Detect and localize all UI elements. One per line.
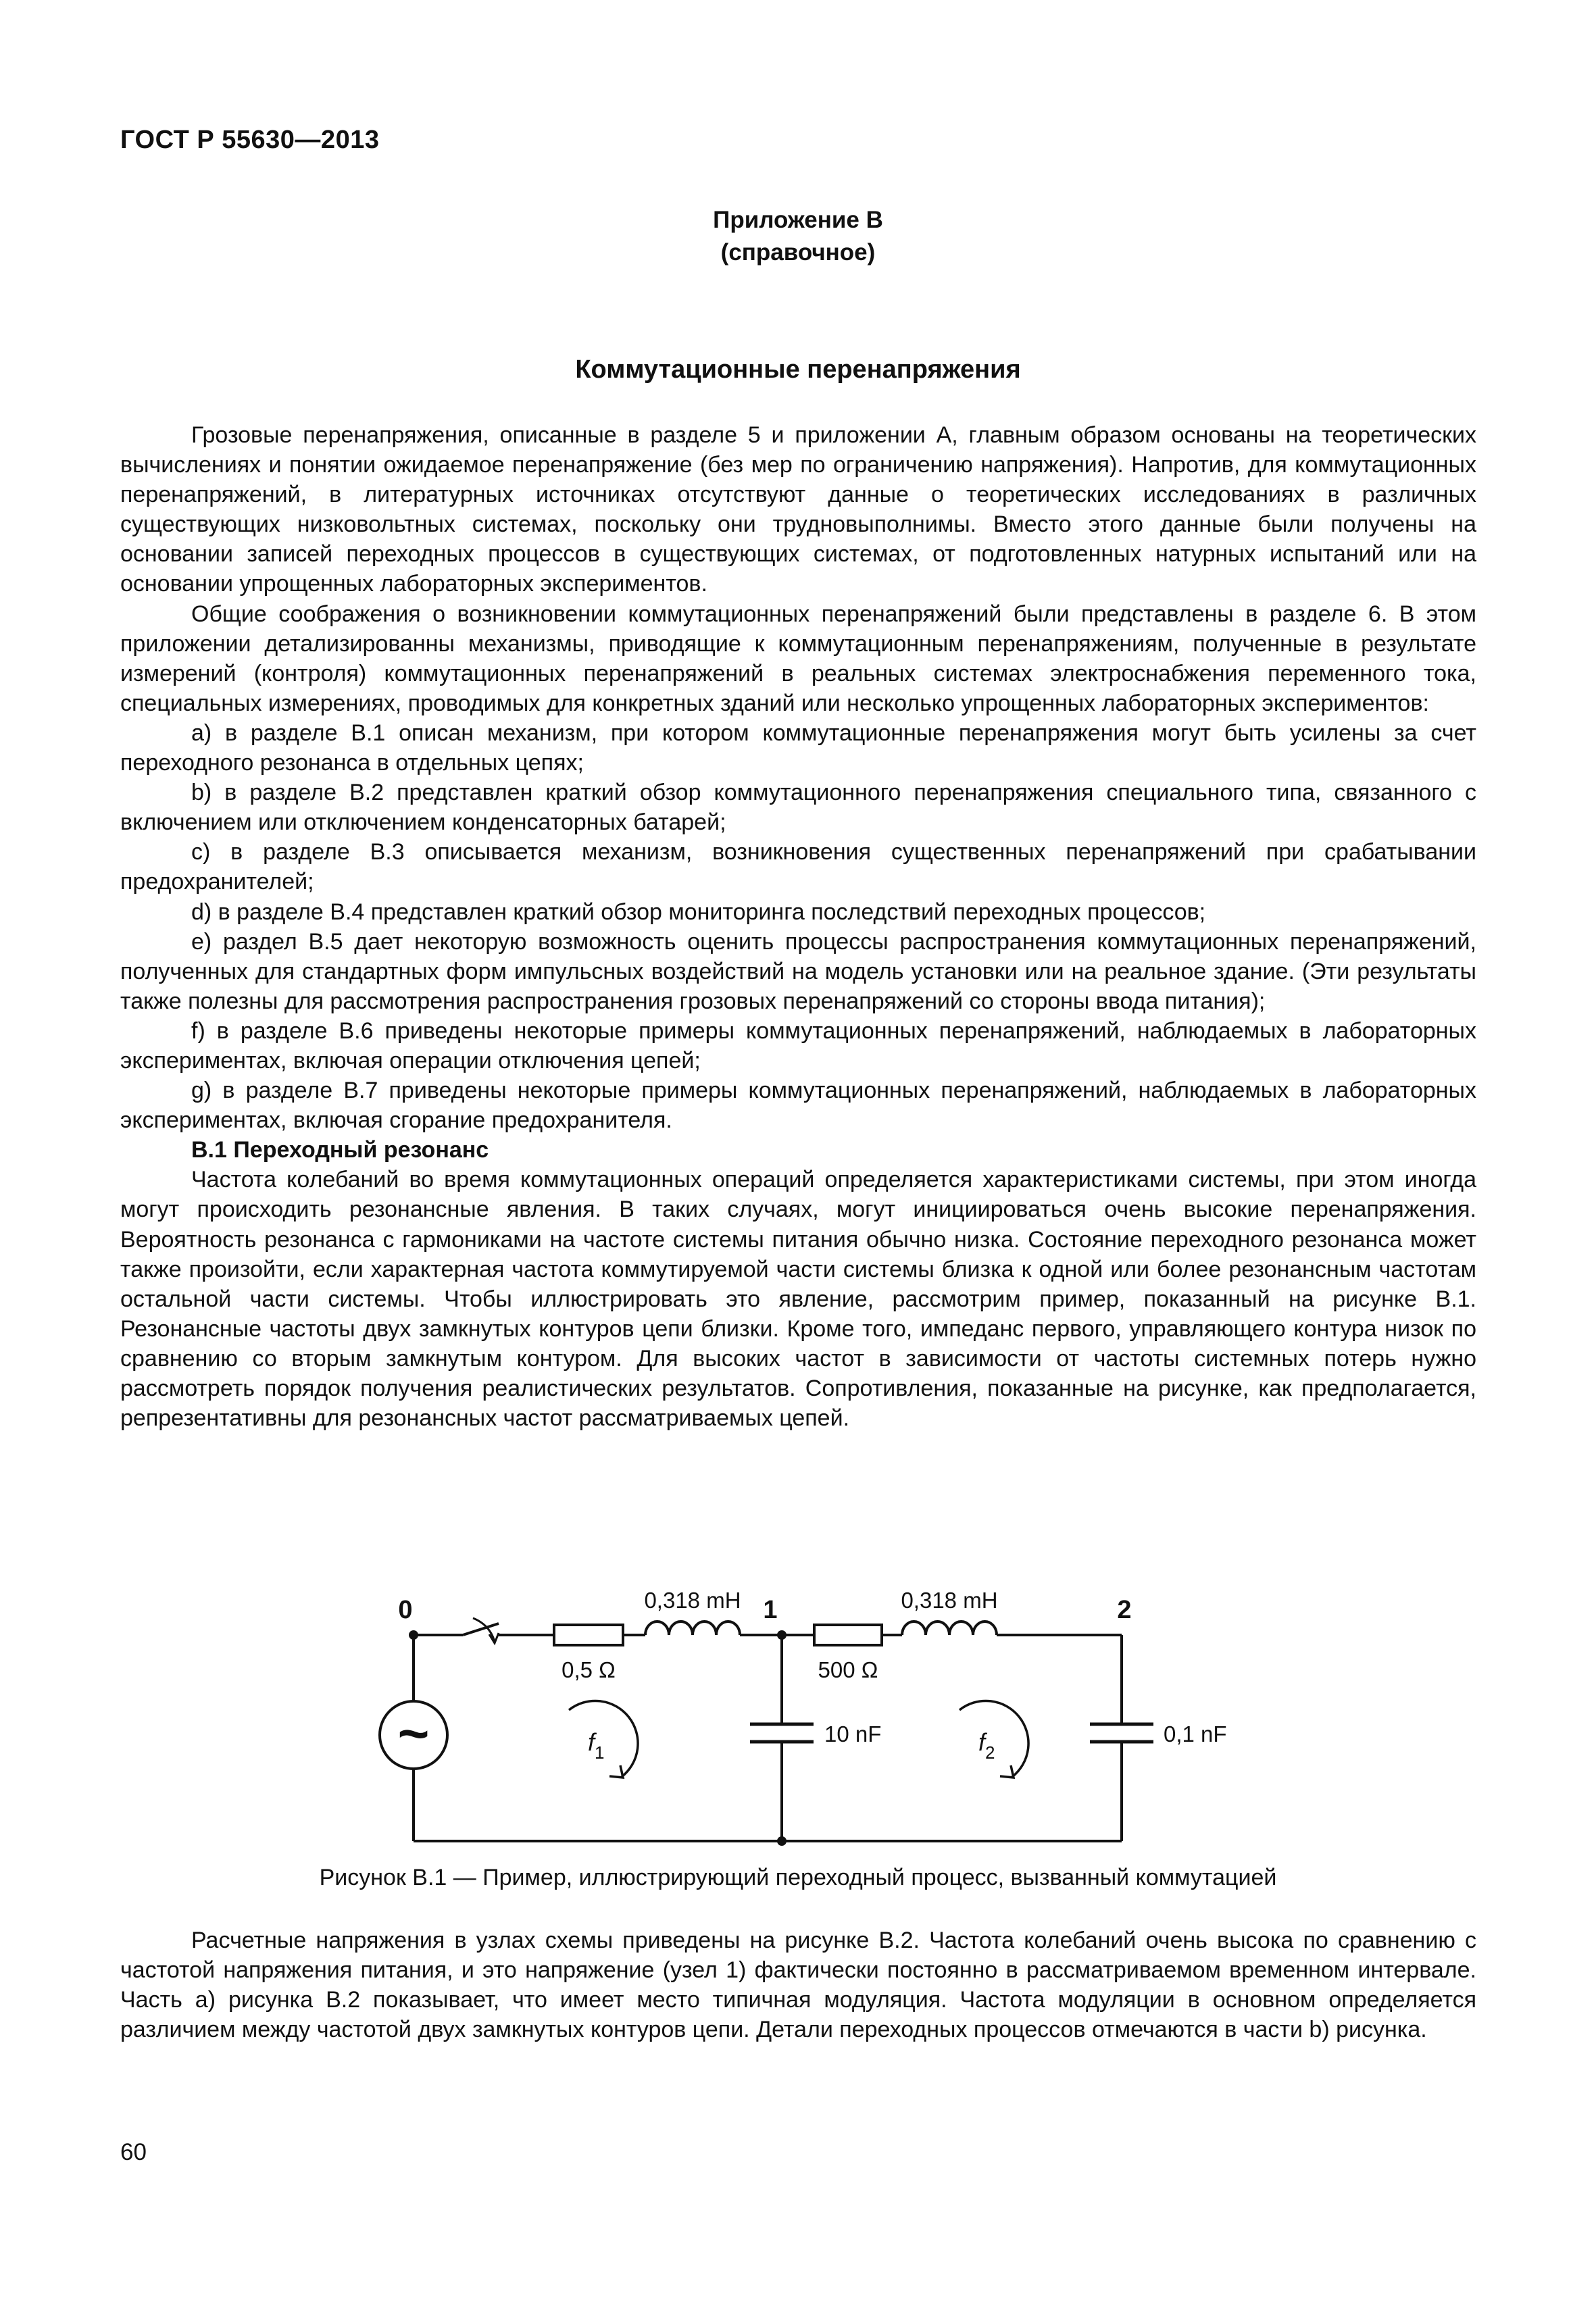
subsection-text: Частота колебаний во время коммутационных операций определяется характеристиками системы, при этом иногда могут происходить резонансные явления. В таких случаях, могут инициироваться очень высокие перенапряжения. Вероятность резонанса с гармониками на частоте системы питания обычно низка. Состояние переходного резонанса может также произойти, если характерная частота коммутируемой части системы близка к одной или более резонансным частотам остальной части системы. Чтобы иллюстрировать это явление, рассмотрим пример, показанный на рисунке В.1. Резонансные частоты двух замкнутых контуров цепи близки. Кроме того, импеданс первого, управляющего контура низок по сравнению со вторым замкнутым контуром. Для высоких частот в зависимости от частоты системных потерь нужно рассмотреть порядок получения реалистических результатов. Сопротивления, показанные на рисунке, как предполагается, репрезентативны для резонансных частот рассматриваемых цепей. [120,1167,1476,1432]
figure-caption: Рисунок В.1 — Пример, иллюстрирующий переходный процесс, вызванный коммутацией [319,1865,1277,1890]
resistor-r2 [814,1625,882,1645]
list-item-e: e) раздел В.5 дает некоторую возможность оценить процессы распространения коммутационных перенапряжений, полученных для стандартных форм импульсных воздействий на модель установки или на реальное здание. (Эти результаты также полезны для рассмотрения распространения грозовых перенапряжений со стороны ввода питания); [120,928,1476,1014]
capacitor-c2 [1090,1724,1153,1742]
annex-title: Приложение В [713,207,883,233]
capacitor-c1-label: 10 nF [824,1721,882,1746]
paragraph-intro: Грозовые перенапряжения, описанные в разделе 5 и приложении А, главным образом основаны на теоретических вычислениях и понятии ожидаемое перенапряжение (без мер по ограничению напряжения). Напротив, для коммутационных перенапряжений, в литературных источниках отсутствуют данные о теоретических исследованиях в различных существующих низковольтных системах, поскольку они трудновыполнимы. Вместо этого данные были получены на основании записей переходных процессов в существующих системах, от подготовленных натурных испытаний или на основании упрощенных лабораторных экспериментов. [120,422,1476,597]
annex-body [120,420,1476,1433]
list-item-d: d) в разделе В.4 представлен краткий обзор мониторинга последствий переходных процессов; [191,899,1206,925]
list-item-g: g) в разделе В.7 приведены некоторые примеры коммутационных перенапряжений, наблюдаемых в лабораторных экспериментах, включая сгорание предохранителя. [120,1078,1476,1134]
annex-heading [0,204,1596,269]
inductor-l2-label: 0,318 mH [901,1588,998,1613]
closing-body [120,1926,1476,2044]
loop-arrow-2-icon [959,1701,1028,1778]
node-label-2: 2 [1117,1596,1132,1624]
capacitor-c1 [750,1724,814,1742]
node-label-0: 0 [398,1596,413,1624]
loop-label-f1: $f_1$ [588,1728,605,1763]
inductor-l1 [645,1621,740,1635]
list-item-b: b) в разделе В.2 представлен краткий обзор коммутационного перенапряжения специального типа, связанного с включением или отключением конденсаторных батарей; [120,780,1476,836]
resistor-r1-label: 0,5 Ω [562,1657,616,1682]
resistor-r1 [554,1625,623,1645]
circuit-diagram [338,1578,1270,1855]
page-number: 60 [120,2139,147,2165]
paragraph-general: Общие соображения о возникновении коммутационных перенапряжений были представлены в разделе 6. В этом приложении детализированны механизмы, приводящие к коммутационным перенапряжениям, полученные в результате измерений (контроля) коммутационных перенапряжений в реальных системах электроснабжения переменного тока, специальных измерениях, проводимых для конкретных зданий или несколько упрощенных лабораторных экспериментов: [120,601,1476,716]
list-item-f: f) в разделе В.6 приведены некоторые примеры коммутационных перенапряжений, наблюдаемых в лабораторных экспериментах, включая операции отключения цепей; [120,1017,1476,1074]
resistor-r2-label: 500 Ω [818,1657,878,1682]
list-item-a: a) в разделе В.1 описан механизм, при котором коммутационные перенапряжения могут быть усилены за счет переходного резонанса в отдельных цепях; [120,720,1476,776]
subsection-title: В.1 Переходный резонанс [191,1137,489,1163]
inductor-l1-label: 0,318 mH [644,1588,741,1613]
loop-arrow-1-icon [569,1701,638,1778]
annex-status: (справочное) [720,239,876,266]
document-header: ГОСТ Р 55630—2013 [120,126,380,154]
section-title: Коммутационные перенапряжения [575,355,1021,384]
capacitor-c2-label: 0,1 nF [1164,1721,1227,1746]
ac-source-symbol: ~ [397,1703,430,1763]
inductor-l2 [902,1621,997,1635]
paragraph-closing: Расчетные напряжения в узлах схемы приведены на рисунке В.2. Частота колебаний очень высока по сравнению с частотой напряжения питания, и это напряжение (узел 1) фактически постоянно в рассматриваемом временном интервале. Часть a) рисунка В.2 показывает, что имеет место типичная модуляция. Частота модуляции в основном определяется различием между частотой двух замкнутых контуров цепи. Детали переходных процессов отмечаются в части b) рисунка. [120,1928,1476,2043]
loop-label-f2: $f_2$ [978,1728,995,1763]
list-item-c: c) в разделе В.3 описывается механизм, возникновения существенных перенапряжений при срабатывании предохранителей; [120,839,1476,895]
node-label-1: 1 [763,1596,778,1624]
circuit-wires [414,1624,1122,1841]
